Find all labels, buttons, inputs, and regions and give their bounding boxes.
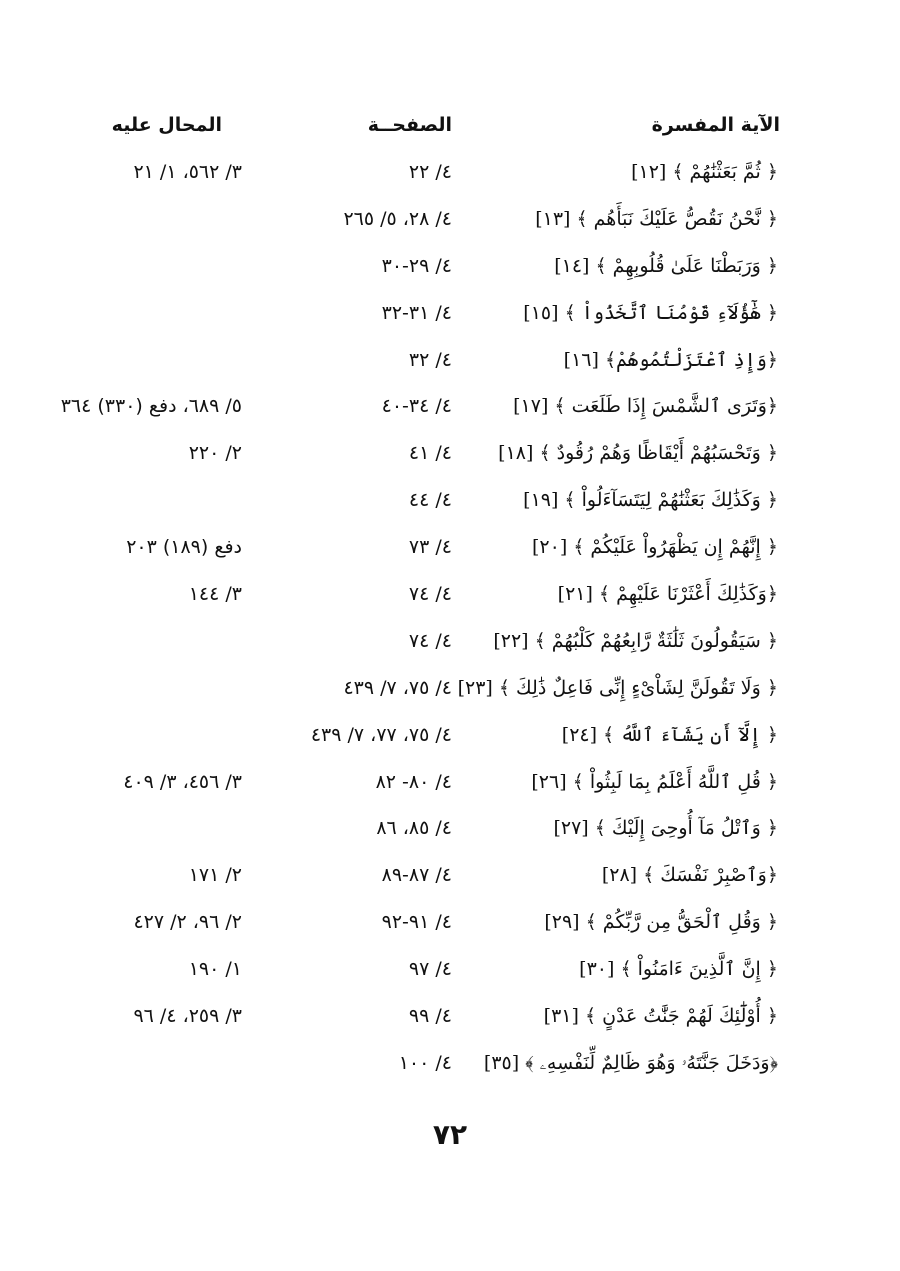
page-cell: ٤/ ٧٥، ٧٧، ٧/ ٤٣٩ bbox=[310, 723, 452, 746]
verse-cell: ﴿ وَكَذَٰلِكَ بَعَثْنَٰهُمْ لِيَتَسَآءَلُواْ ﴾ [١٩] bbox=[523, 489, 778, 512]
table-row bbox=[0, 202, 900, 249]
index-table bbox=[0, 155, 900, 1093]
ref-cell: ٢/ ١٧١ bbox=[188, 864, 242, 887]
table-row bbox=[0, 577, 900, 624]
verse-cell: ﴿ وَقُلِ ٱلْحَقُّ مِن رَّبِّكُمْ ﴾ [٢٩] bbox=[544, 911, 778, 934]
verse-cell: ﴿وَكَذَٰلِكَ أَعْثَرْنَا عَلَيْهِمْ ﴾ [٢١] bbox=[557, 583, 778, 606]
page-cell: ٤/ ٩١-٩٢ bbox=[381, 911, 452, 934]
ref-cell: ٣/ ١٤٤ bbox=[188, 583, 242, 606]
page-cell: ٤/ ٢٢ bbox=[408, 161, 452, 183]
verse-cell: ﴿ هَٰٓؤُلَآءِ قَوْمُنَا ٱتَّخَذُواْ ﴾ [١٥] bbox=[523, 301, 778, 324]
table-row bbox=[0, 389, 900, 436]
page-cell: ٤/ ٣١-٣٢ bbox=[381, 301, 452, 324]
page-cell: ٤/ ٤١ bbox=[408, 442, 452, 465]
page-cell: ٤/ ٧٥، ٧/ ٤٣٩ bbox=[343, 676, 452, 699]
table-row bbox=[0, 858, 900, 905]
verse-cell: ﴿ قُلِ ٱللَّهُ أَعْلَمُ بِمَا لَبِثُواْ ﴾ [٢٦] bbox=[531, 770, 778, 793]
page-cell: ٤/ ٣٢ bbox=[408, 348, 452, 371]
verse-cell: ﴿ نَّحْنُ نَقُصُّ عَلَيْكَ نَبَأَهُم ﴾ [١٣] bbox=[535, 207, 778, 230]
verse-cell: ﴿وَإِذِ ٱعْتَزَلْتُمُوهُمْ﴾ [١٦] bbox=[563, 348, 778, 371]
table-row bbox=[0, 765, 900, 812]
table-row bbox=[0, 296, 900, 343]
page-cell: ٤/ ٩٩ bbox=[408, 1005, 452, 1028]
verse-cell: ﴿ وَرَبَطْنَا عَلَىٰ قُلُوبِهِمْ ﴾ [١٤] bbox=[554, 254, 778, 277]
ref-cell: ٣/ ٢٥٩، ٤/ ٩٦ bbox=[133, 1005, 242, 1028]
table-row bbox=[0, 952, 900, 999]
table-row bbox=[0, 624, 900, 671]
ref-cell: ٣/ ٥٦٢، ١/ ٢١ bbox=[133, 161, 242, 183]
ref-cell: ٥/ ٦٨٩، دفع (٣٣٠) ٣٦٤ bbox=[60, 395, 242, 418]
ref-cell: ١/ ١٩٠ bbox=[188, 958, 242, 981]
verse-cell: ﴿ إِنَّ ٱلَّذِينَ ءَامَنُواْ ﴾ [٣٠] bbox=[579, 958, 778, 981]
verse-cell: ﴿وَتَرَى ٱلشَّمْسَ إِذَا طَلَعَت ﴾ [١٧] bbox=[513, 395, 778, 418]
page-cell: ٤/ ٨٠- ٨٢ bbox=[375, 770, 452, 793]
table-row bbox=[0, 155, 900, 202]
page-cell: ٤/ ٨٥، ٨٦ bbox=[376, 817, 452, 840]
header-verse: الآية المفسرة bbox=[651, 114, 780, 136]
header-ref: المحال عليه bbox=[111, 114, 222, 136]
page-cell: ٤/ ٨٧-٨٩ bbox=[381, 864, 452, 887]
ref-cell: ٢/ ٢٢٠ bbox=[188, 442, 242, 465]
table-row bbox=[0, 1046, 900, 1093]
page-cell: ٤/ ٧٤ bbox=[408, 629, 452, 652]
page-cell: ٤/ ٤٤ bbox=[408, 489, 452, 512]
verse-cell: ﴿ أُوْلَٰٓئِكَ لَهُمْ جَنَّٰتُ عَدْنٍ ﴾ [٣١] bbox=[543, 1005, 778, 1028]
header-page: الصفحــة bbox=[367, 114, 452, 136]
table-row bbox=[0, 718, 900, 765]
page-cell: ٤/ ٣٤-٤٠ bbox=[381, 395, 452, 418]
page-number: ٧٢ bbox=[432, 1118, 468, 1151]
table-row bbox=[0, 811, 900, 858]
ref-cell: ٣/ ٤٥٦، ٣/ ٤٠٩ bbox=[123, 770, 242, 793]
verse-cell: ﴿ وَٱتْلُ مَآ أُوحِىَ إِلَيْكَ ﴾ [٢٧] bbox=[553, 817, 778, 840]
verse-cell: ﴿ وَتَحْسَبُهُمْ أَيْقَاظًا وَهُمْ رُقُودٌ ﴾ [١٨] bbox=[498, 442, 778, 465]
verse-cell: ﴿ سَيَقُولُونَ ثَلَٰثَةٌ رَّابِعُهُمْ كَلْبُهُمْ ﴾ [٢٢] bbox=[493, 629, 778, 652]
table-row bbox=[0, 249, 900, 296]
verse-cell: ﴿ وَلَا تَقُولَنَّ لِشَاْىْءٍ إِنِّى فَاعِلٌ ذَٰلِكَ ﴾ [٢٣] bbox=[457, 676, 778, 699]
table-row bbox=[0, 436, 900, 483]
page-cell: ٤/ ٢٨، ٥/ ٢٦٥ bbox=[343, 207, 452, 230]
page-cell: ٤/ ٧٣ bbox=[408, 536, 452, 559]
table-header bbox=[0, 114, 900, 150]
table-row bbox=[0, 343, 900, 390]
verse-cell: ﴿وَدَخَلَ جَنَّتَهُۥ وَهُوَ ظَالِمٌ لِّنَفْسِهِۦ ﴾ [٣٥] bbox=[483, 1051, 778, 1074]
page-cell: ٤/ ٧٤ bbox=[408, 583, 452, 606]
page-cell: ٤/ ٩٧ bbox=[408, 958, 452, 981]
verse-cell: ﴿ إِنَّهُمْ إِن يَظْهَرُواْ عَلَيْكُمْ ﴾ [٢٠] bbox=[531, 536, 778, 559]
ref-cell: دفع (١٨٩) ٢٠٣ bbox=[126, 536, 242, 559]
table-row bbox=[0, 530, 900, 577]
ref-cell: ٢/ ٩٦، ٢/ ٤٢٧ bbox=[133, 911, 242, 934]
verse-cell: ﴿ إِلَّآ أَن يَشَآءَ ٱللَّهُ ﴾ [٢٤] bbox=[561, 723, 778, 746]
verse-cell: ﴿ ثُمَّ بَعَثْنَٰهُمْ ﴾ [١٢] bbox=[631, 161, 778, 183]
page-cell: ٤/ ٢٩-٣٠ bbox=[381, 254, 452, 277]
table-row bbox=[0, 999, 900, 1046]
table-row bbox=[0, 483, 900, 530]
page-cell: ٤/ ١٠٠ bbox=[398, 1051, 452, 1074]
table-row bbox=[0, 671, 900, 718]
table-row bbox=[0, 905, 900, 952]
verse-cell: ﴿وَٱصْبِرْ نَفْسَكَ ﴾ [٢٨] bbox=[601, 864, 778, 887]
